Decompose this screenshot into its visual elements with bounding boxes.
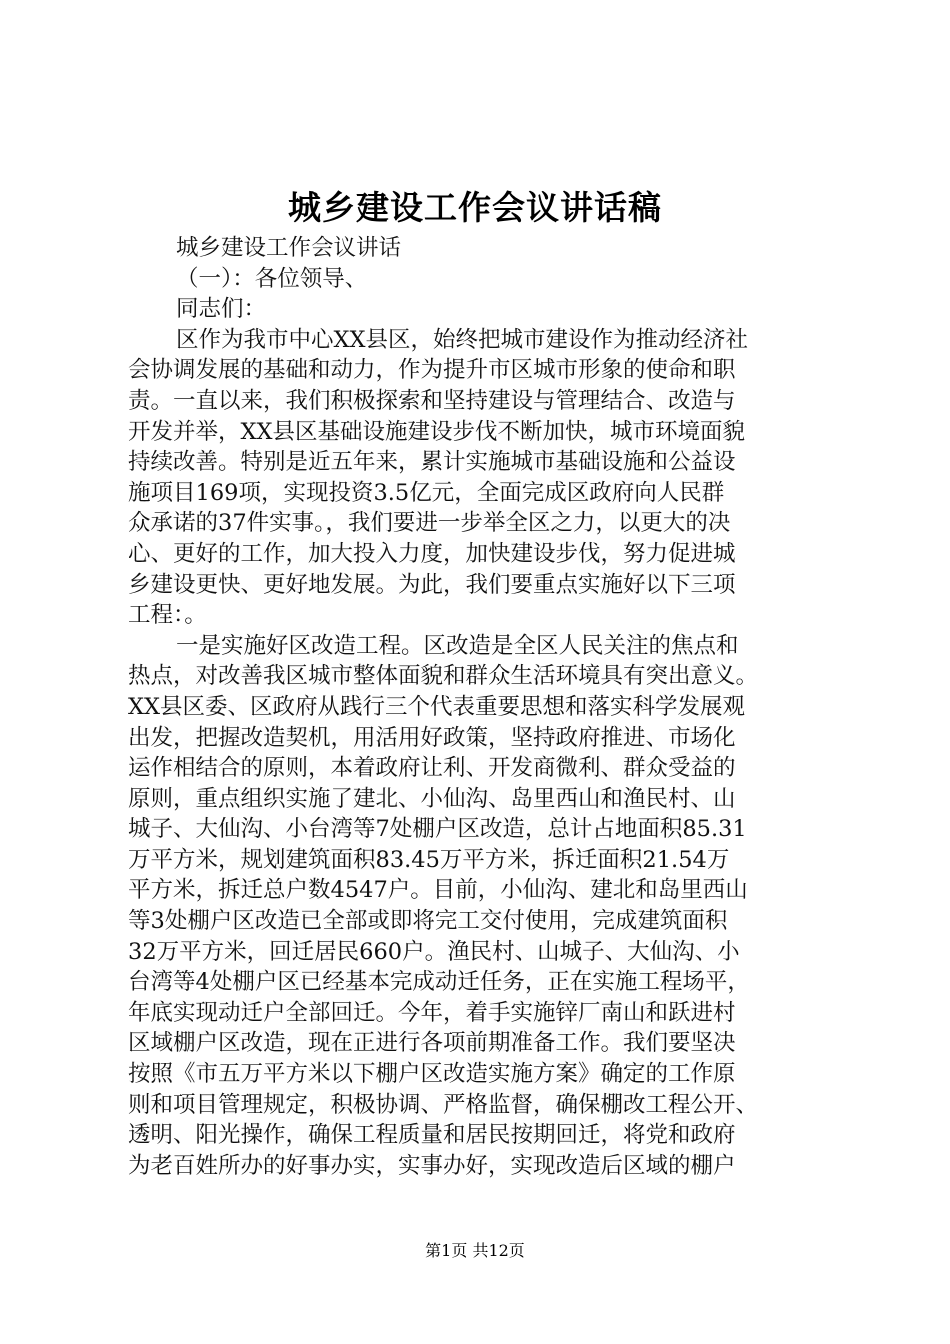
body-line: 热点，对改善我区城市整体面貌和群众生活环境具有突出意义。	[128, 663, 759, 690]
document-title: 城乡建设工作会议讲话稿	[288, 188, 662, 227]
body-line: 出发，把握改造契机，用活用好政策，坚持政府推进、市场化	[128, 724, 736, 751]
body-line: 为老百姓所办的好事办实，实事办好，实现改造后区域的棚户	[128, 1152, 736, 1179]
body-line: 32万平方米，回迁居民660户。渔民村、山城子、大仙沟、小	[128, 938, 740, 965]
body-line: 施项目169项，实现投资3.5亿元，全面完成区政府向人民群	[128, 479, 725, 506]
body-line: 持续改善。特别是近五年来，累计实施城市基础设施和公益设	[128, 449, 736, 476]
body-line: 万平方米，规划建筑面积83.45万平方米，拆迁面积21.54万	[128, 846, 730, 873]
page-number-footer: 第1页 共12页	[425, 1241, 525, 1260]
document-body	[128, 233, 838, 1181]
body-line: 责。一直以来，我们积极探索和坚持建设与管理结合、改造与	[128, 387, 736, 414]
body-line: 则和项目管理规定，积极协调、严格监督，确保棚改工程公开、	[128, 1091, 759, 1118]
body-line: 按照《市五万平方米以下棚户区改造实施方案》确定的工作原	[128, 1061, 736, 1088]
body-line: XX县区委、区政府从践行三个代表重要思想和落实科学发展观	[128, 693, 746, 720]
body-line: 年底实现动迁户全部回迁。今年，着手实施锌厂南山和跃进村	[128, 999, 736, 1026]
body-line: 会协调发展的基础和动力，作为提升市区城市形象的使命和职	[128, 357, 736, 384]
body-line: 原则，重点组织实施了建北、小仙沟、岛里西山和渔民村、山	[128, 785, 736, 812]
body-line: 透明、阳光操作，确保工程质量和居民按期回迁，将党和政府	[128, 1122, 736, 1149]
body-line: 平方米，拆迁总户数4547户。目前，小仙沟、建北和岛里西山	[128, 877, 748, 904]
body-line: 区作为我市中心XX县区，始终把城市建设作为推动经济社	[176, 326, 749, 353]
body-line: （一）：各位领导、	[176, 265, 368, 292]
body-line: 乡建设更快、更好地发展。为此，我们要重点实施好以下三项	[128, 571, 736, 598]
body-line: 区域棚户区改造，现在正进行各项前期准备工作。我们要坚决	[128, 1030, 736, 1057]
body-line: 等3处棚户区改造已全部或即将完工交付使用，完成建筑面积	[128, 908, 728, 935]
body-line: 台湾等4处棚户区已经基本完成动迁任务，正在实施工程场平，	[128, 969, 750, 996]
body-line: 一是实施好区改造工程。区改造是全区人民关注的焦点和	[176, 632, 739, 659]
body-line: 开发并举，XX县区基础设施建设步伐不断加快，城市环境面貌	[128, 418, 746, 445]
body-line: 心、更好的工作，加大投入力度，加快建设步伐，努力促进城	[128, 540, 736, 567]
body-line: 工程：。	[128, 602, 207, 629]
body-line: 城乡建设工作会议讲话	[176, 235, 402, 261]
body-line: 众承诺的37件实事。，我们要进一步举全区之力，以更大的决	[128, 510, 731, 537]
body-line: 城子、大仙沟、小台湾等7处棚户区改造，总计占地面积85.31	[128, 816, 747, 843]
body-line: 同志们：	[176, 296, 267, 323]
body-line: 运作相结合的原则，本着政府让利、开发商微利、群众受益的	[128, 755, 736, 782]
